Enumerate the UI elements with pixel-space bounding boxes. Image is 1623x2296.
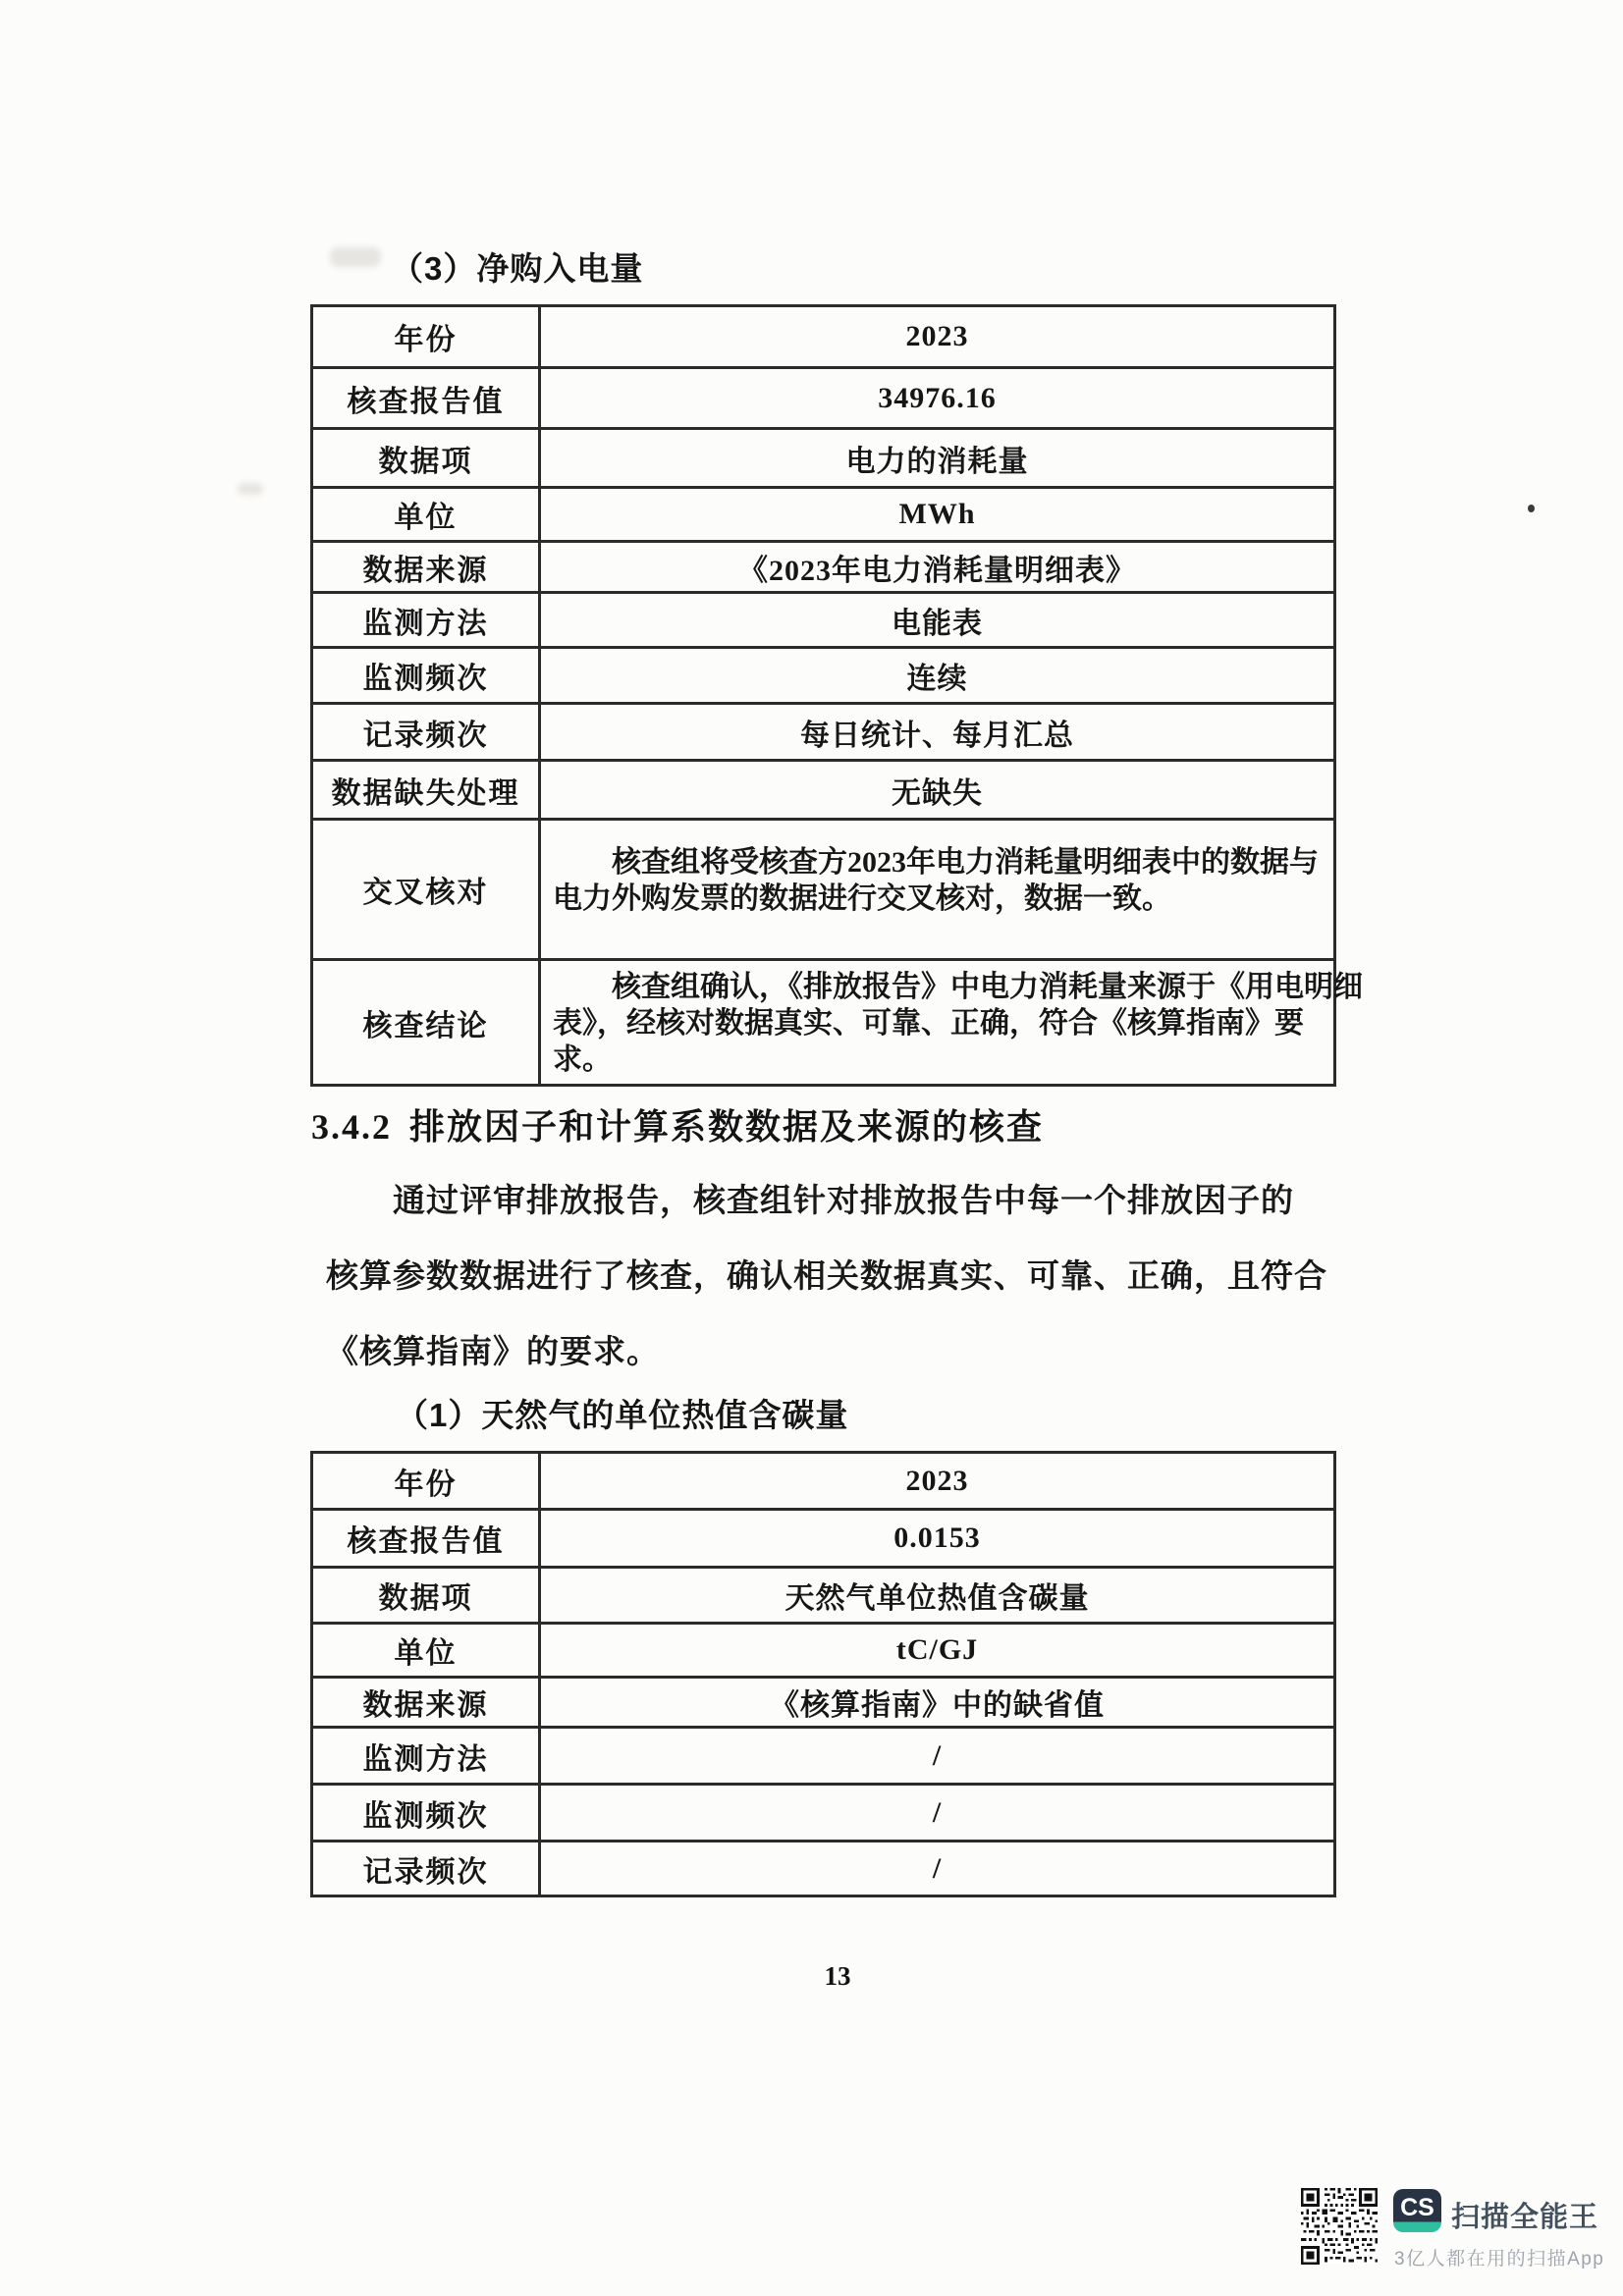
table-row bbox=[312, 704, 1335, 761]
paragraph-line: 核算参数数据进行了核查，确认相关数据真实、可靠、正确，且符合 bbox=[326, 1259, 1327, 1295]
text-line: 电力外购发票的数据进行交叉核对，数据一致。 bbox=[553, 882, 1171, 915]
row-label: 监测频次 bbox=[312, 648, 540, 704]
table-row bbox=[312, 648, 1335, 704]
row-value: 电能表 bbox=[540, 593, 1335, 648]
section-number: 3.4.2 bbox=[311, 1107, 392, 1147]
row-label: 核查报告值 bbox=[312, 1510, 540, 1568]
row-label: 单位 bbox=[312, 488, 540, 542]
conclusion-text bbox=[540, 960, 1363, 1086]
row-label: 数据来源 bbox=[312, 542, 540, 593]
row-value: / bbox=[540, 1728, 1335, 1785]
row-label: 数据项 bbox=[312, 1568, 540, 1624]
table-row bbox=[312, 306, 1335, 368]
row-value: 电力的消耗量 bbox=[540, 429, 1335, 488]
table-row bbox=[312, 1624, 1335, 1678]
table-row bbox=[312, 429, 1335, 488]
row-label: 年份 bbox=[312, 306, 540, 368]
table-row bbox=[312, 1510, 1335, 1568]
camscanner-app-name: 扫描全能王 bbox=[1451, 2202, 1599, 2233]
table-row-cross-check bbox=[312, 820, 1335, 960]
row-label: 监测频次 bbox=[312, 1785, 540, 1842]
section-heading-3-4-2 bbox=[311, 1099, 1044, 1149]
scan-smudge bbox=[238, 483, 263, 495]
row-label: 数据项 bbox=[312, 429, 540, 488]
natural-gas-carbon-table bbox=[310, 1451, 1336, 1897]
row-value: 《2023年电力消耗量明细表》 bbox=[540, 542, 1335, 593]
row-label: 记录频次 bbox=[312, 1842, 540, 1896]
row-value: / bbox=[540, 1842, 1335, 1896]
row-label: 核查报告值 bbox=[312, 368, 540, 429]
table-row-conclusion bbox=[312, 960, 1335, 1086]
row-label: 单位 bbox=[312, 1624, 540, 1678]
row-value: MWh bbox=[540, 488, 1335, 542]
text-line: 表》，经核对数据真实、可靠、正确，符合《核算指南》要 bbox=[553, 1007, 1304, 1040]
qr-code-icon bbox=[1301, 2187, 1378, 2266]
row-label: 数据缺失处理 bbox=[312, 761, 540, 820]
row-value: tC/GJ bbox=[540, 1624, 1335, 1678]
section-title: 排放因子和计算系数数据及来源的核查 bbox=[409, 1106, 1045, 1147]
camscanner-tagline: 3亿人都在用的扫描App bbox=[1394, 2249, 1605, 2269]
paragraph-line: 《核算指南》的要求。 bbox=[326, 1335, 660, 1370]
row-value: / bbox=[540, 1785, 1335, 1842]
row-value: 2023 bbox=[540, 1453, 1335, 1510]
camscanner-logo-icon: CS bbox=[1393, 2189, 1441, 2232]
row-value: 《核算指南》中的缺省值 bbox=[540, 1678, 1335, 1728]
net-purchased-electricity-table bbox=[310, 304, 1363, 1087]
table-row bbox=[312, 593, 1335, 648]
scan-smudge bbox=[330, 247, 381, 267]
cross-check-text bbox=[540, 820, 1335, 960]
table-row bbox=[312, 1842, 1335, 1896]
scan-speck bbox=[1528, 505, 1535, 512]
paragraph-line: 通过评审排放报告，核查组针对排放报告中每一个排放因子的 bbox=[393, 1184, 1294, 1219]
row-value: 天然气单位热值含碳量 bbox=[540, 1568, 1335, 1624]
text-line: 求。 bbox=[553, 1043, 612, 1076]
row-label: 记录频次 bbox=[312, 704, 540, 761]
heading-natural-gas-carbon-content: （1）天然气的单位热值含碳量 bbox=[396, 1397, 849, 1433]
row-label: 年份 bbox=[312, 1453, 540, 1510]
page-number: 13 bbox=[824, 1961, 851, 1991]
table-row bbox=[312, 1678, 1335, 1728]
section-paragraph bbox=[326, 1164, 1327, 1391]
table-row bbox=[312, 1568, 1335, 1624]
row-label: 核查结论 bbox=[312, 960, 540, 1086]
row-value: 2023 bbox=[540, 306, 1335, 368]
text-line: 核查组确认，《排放报告》中电力消耗量来源于《用电明细 bbox=[612, 971, 1363, 1003]
row-label: 数据来源 bbox=[312, 1678, 540, 1728]
row-label: 监测方法 bbox=[312, 1728, 540, 1785]
row-value: 34976.16 bbox=[540, 368, 1335, 429]
text-line: 核查组将受核查方2023年电力消耗量明细表中的数据与 bbox=[612, 846, 1319, 879]
camscanner-watermark bbox=[1301, 2187, 1605, 2275]
table-row bbox=[312, 1728, 1335, 1785]
table-row bbox=[312, 542, 1335, 593]
table-row bbox=[312, 761, 1335, 820]
row-value: 无缺失 bbox=[540, 761, 1335, 820]
row-value: 连续 bbox=[540, 648, 1335, 704]
table-row bbox=[312, 1453, 1335, 1510]
row-value: 每日统计、每月汇总 bbox=[540, 704, 1335, 761]
row-label: 交叉核对 bbox=[312, 820, 540, 960]
row-value: 0.0153 bbox=[540, 1510, 1335, 1568]
table-row bbox=[312, 488, 1335, 542]
table-row bbox=[312, 368, 1335, 429]
row-label: 监测方法 bbox=[312, 593, 540, 648]
heading-net-purchased-electricity: （3）净购入电量 bbox=[391, 250, 644, 287]
table-row bbox=[312, 1785, 1335, 1842]
